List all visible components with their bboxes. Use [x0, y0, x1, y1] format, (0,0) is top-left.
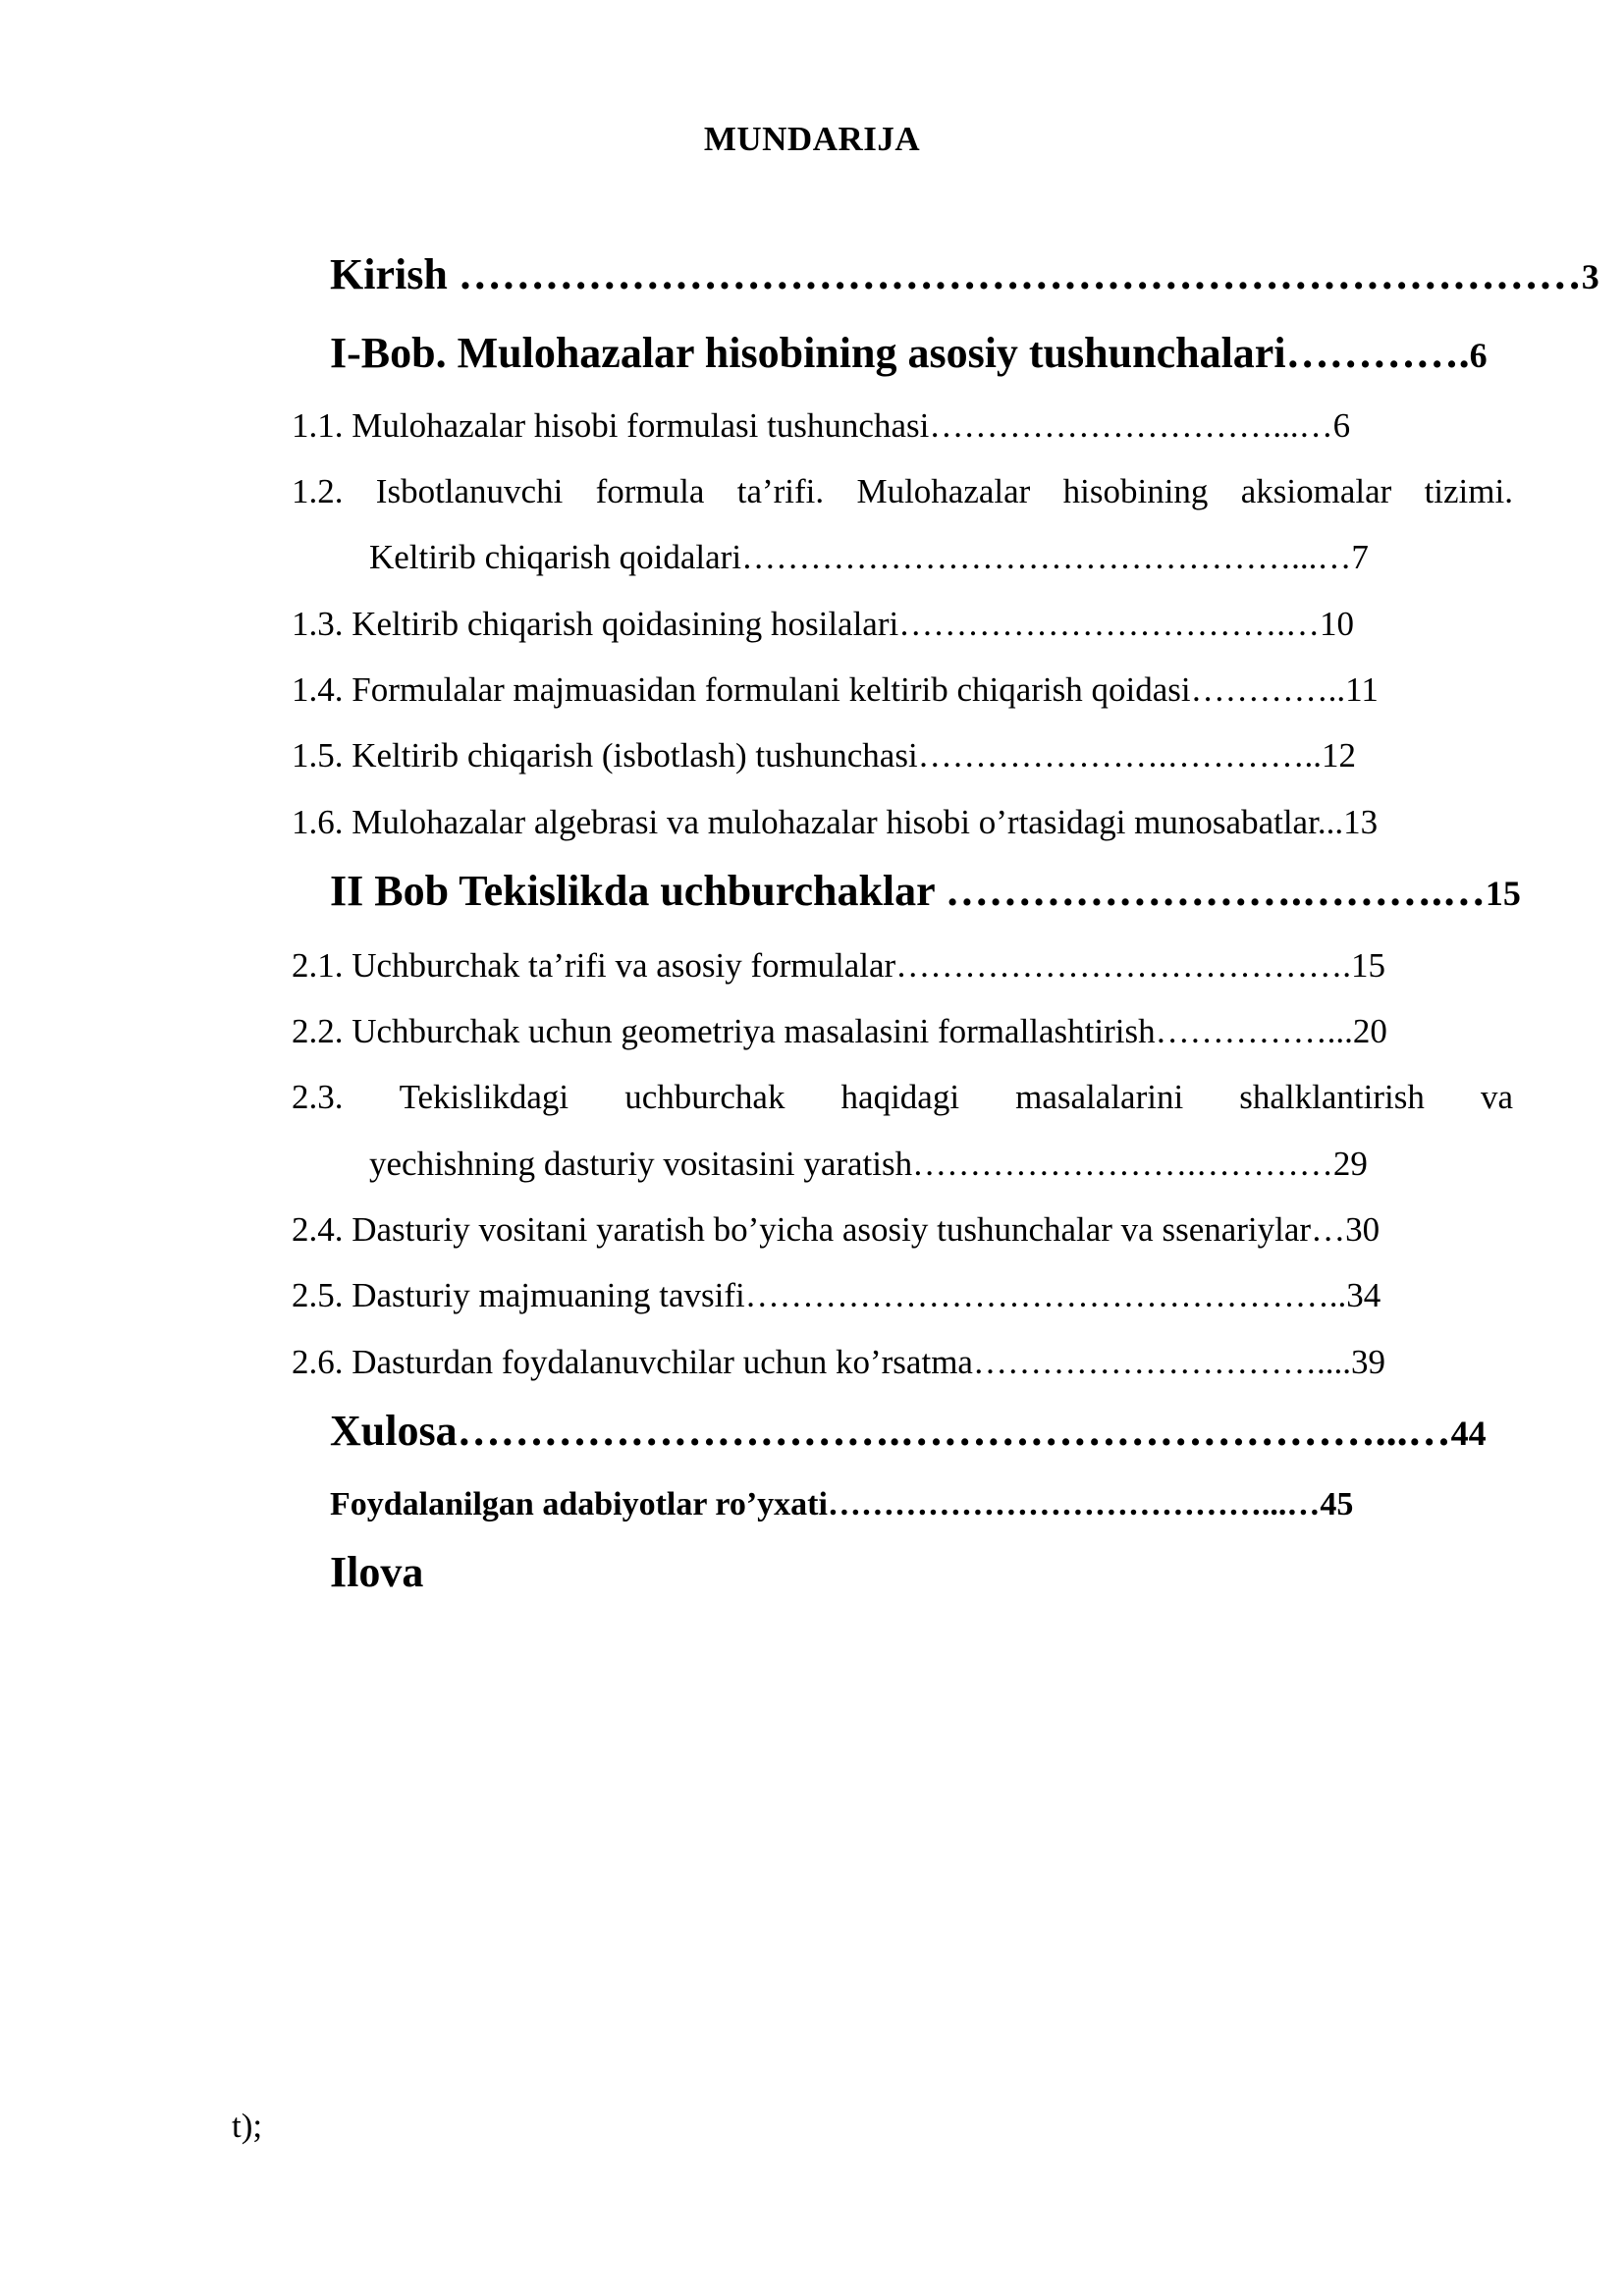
toc-entry-1-2-continuation — [369, 534, 1369, 581]
toc-entry-2-6 — [292, 1339, 1385, 1386]
toc-entry-adabiyotlar — [330, 1481, 1353, 1528]
toc-entry-1-5 — [292, 732, 1356, 779]
toc-entry-1-3 — [292, 601, 1354, 648]
toc-entry-leader: …………………………………………...… — [741, 538, 1352, 576]
toc-entry-text: 1.4. Formulalar majmuasidan formulani keltirib chiqarish qoidasi — [292, 670, 1191, 709]
toc-entry-leader: …………………….……….… — [945, 867, 1486, 915]
stray-text: t); — [232, 2107, 263, 2145]
toc-entry-text: 2.6. Dasturdan foydalanuvchilar uchun ko’rsatma — [292, 1343, 973, 1381]
toc-entry-text: 2.1. Uchburchak ta’rifi va asosiy formulalar — [292, 946, 896, 985]
toc-word: haqidagi — [840, 1078, 960, 1116]
toc-entry-leader: …………………………………………………………………… — [458, 250, 1582, 298]
toc-entry-page: 39 — [1350, 1343, 1385, 1381]
toc-word: shalklantirish — [1239, 1078, 1425, 1116]
toc-entry-page: 15 — [1350, 946, 1385, 985]
toc-entry-text: yechishning dasturiy vositasini yaratish — [369, 1145, 913, 1183]
toc-entry-text: 2.5. Dasturiy majmuaning tavsifi — [292, 1276, 745, 1314]
page-title: MUNDARIJA — [703, 120, 921, 158]
toc-entry-leader: ……………... — [1155, 1012, 1353, 1050]
toc-word: Mulohazalar — [856, 472, 1031, 510]
toc-entry-page: 15 — [1485, 874, 1521, 913]
toc-entry-page: 3 — [1581, 257, 1599, 296]
toc-entry-leader: …………………………….… — [898, 605, 1320, 643]
toc-entry-text: 1.1. Mulohazalar hisobi formulasi tushunchasi — [292, 406, 930, 445]
toc-word: hisobining — [1062, 472, 1209, 510]
toc-entry-text: 2.2. Uchburchak uchun geometriya masalasini formallashtirish — [292, 1012, 1156, 1050]
toc-entry-page: 13 — [1343, 803, 1379, 841]
toc-entry-page: 34 — [1346, 1276, 1381, 1314]
toc-entry-leader: ………………………….... — [972, 1343, 1351, 1381]
toc-word: formula — [595, 472, 705, 510]
toc-word: aksiomalar — [1240, 472, 1392, 510]
toc-entry-text: 1.5. Keltirib chiqarish (isbotlash) tushunchasi — [292, 736, 918, 774]
toc-entry-page: 29 — [1332, 1145, 1368, 1183]
toc-entry-leader: ... — [1317, 803, 1344, 841]
toc-entry-text: Keltirib chiqarish qoidalari — [369, 538, 742, 576]
toc-entry-bob2 — [330, 862, 1521, 923]
toc-entry-page: 45 — [1320, 1486, 1354, 1522]
toc-entry-text: II Bob Tekislikda uchburchaklar — [330, 867, 946, 915]
toc-entry-2-2 — [292, 1008, 1387, 1055]
toc-entry-text: Foydalanilgan adabiyotlar ro’yxati — [330, 1486, 828, 1522]
toc-entry-text: 2.4. Dasturiy vositani yaratish bo’yicha asosiy tushunchalar va ssenariylar — [292, 1210, 1312, 1249]
toc-entry-leader: …………. — [1285, 329, 1470, 377]
toc-entry-2-3 — [292, 1074, 1513, 1121]
toc-entry-text: Ilova — [330, 1548, 424, 1596]
toc-entry-ilova — [330, 1543, 423, 1602]
toc-entry-1-4 — [292, 667, 1379, 714]
toc-entry-text: Xulosa — [330, 1407, 458, 1455]
toc-entry-2-3-continuation — [369, 1141, 1368, 1188]
toc-entry-2-4 — [292, 1206, 1380, 1254]
toc-entry-leader: …………………………...… — [929, 406, 1333, 445]
toc-entry-leader: ………………………….……………………………...… — [457, 1407, 1451, 1455]
toc-entry-kirish — [330, 245, 1599, 306]
toc-entry-leader: ………………….………….. — [917, 736, 1322, 774]
toc-entry-text: Kirish — [330, 250, 459, 298]
toc-entry-page: 6 — [1469, 336, 1488, 375]
toc-entry-2-5 — [292, 1272, 1380, 1319]
toc-entry-text: I-Bob. Mulohazalar hisobining asosiy tushunchalari — [330, 329, 1286, 377]
toc-word: va — [1480, 1078, 1513, 1116]
toc-entry-text: 1.6. Mulohazalar algebrasi va mulohazalar hisobi o’rtasidagi munosabatlar — [292, 803, 1318, 841]
toc-word: tizimi. — [1424, 472, 1513, 510]
toc-entry-page: 44 — [1450, 1414, 1487, 1453]
toc-word: ta’rifi. — [736, 472, 825, 510]
toc-entry-leader: …………………………………...… — [827, 1486, 1321, 1522]
toc-word: uchburchak — [624, 1078, 785, 1116]
toc-word: masalalarini — [1015, 1078, 1184, 1116]
toc-word: Tekislikdagi — [399, 1078, 569, 1116]
toc-entry-page: 11 — [1345, 670, 1379, 709]
toc-entry-page: 12 — [1321, 736, 1356, 774]
toc-entry-leader: …………………………………………….. — [744, 1276, 1347, 1314]
toc-entry-1-1 — [292, 402, 1350, 450]
toc-entry-page: 20 — [1352, 1012, 1387, 1050]
toc-entry-1-6 — [292, 799, 1378, 846]
toc-entry-bob1 — [330, 324, 1488, 385]
toc-entry-page: 30 — [1345, 1210, 1380, 1249]
toc-entry-page: 7 — [1351, 538, 1369, 576]
toc-entry-text: 1.3. Keltirib chiqarish qoidasining hosilalari — [292, 605, 899, 643]
toc-word: 2.3. — [292, 1078, 344, 1116]
toc-entry-page: 10 — [1319, 605, 1354, 643]
toc-entry-xulosa — [330, 1402, 1487, 1463]
toc-entry-leader: ………….. — [1190, 670, 1346, 709]
toc-entry-page: 6 — [1332, 406, 1351, 445]
toc-entry-2-1 — [292, 942, 1385, 989]
toc-entry-leader: … — [1311, 1210, 1346, 1249]
toc-word: 1.2. — [292, 472, 344, 510]
toc-entry-leader: …………………………………. — [895, 946, 1351, 985]
toc-word: Isbotlanuvchi — [375, 472, 564, 510]
toc-entry-leader: …………………….………… — [912, 1145, 1333, 1183]
toc-entry-1-2 — [292, 468, 1513, 515]
